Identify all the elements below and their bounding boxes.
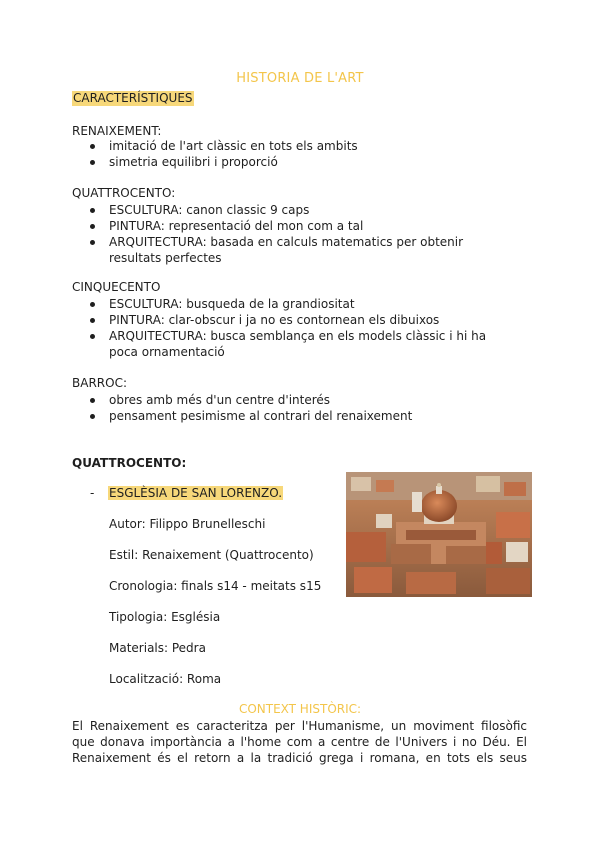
list-item: ARQUITECTURA: busca semblança en els models clàssic i hi ha poca ornamentació xyxy=(86,328,514,360)
section-heading-quattrocento: QUATTROCENTO: xyxy=(72,186,176,200)
list-item: obres amb més d'un centre d'interés xyxy=(86,392,514,408)
dash-bullet: - xyxy=(90,486,95,500)
context-title: CONTEXT HISTÒRIC: xyxy=(238,702,362,716)
section-heading-renaixement: RENAIXEMENT: xyxy=(72,124,162,138)
list-item: PINTURA: clar-obscur i ja no es contornean els dibuixos xyxy=(86,312,514,328)
list-cinquecento xyxy=(86,296,514,360)
artwork-name: ESGLÈSIA DE SAN LORENZO. xyxy=(109,486,283,500)
artwork-section-heading: QUATTROCENTO: xyxy=(72,456,187,470)
list-item: ESCULTURA: busqueda de la grandiositat xyxy=(86,296,514,312)
list-item: pensament pesimisme al contrari del renaixement xyxy=(86,408,514,424)
artwork-field-location: Localització: Roma xyxy=(109,672,222,686)
characteristics-heading: CARACTERÍSTIQUES xyxy=(73,91,193,105)
artwork-field-chronology: Cronologia: finals s14 - meitats s15 xyxy=(109,579,322,593)
section-heading-barroc: BARROC: xyxy=(72,376,127,390)
list-item: PINTURA: representació del mon com a tal xyxy=(86,218,514,234)
artwork-field-materials: Materials: Pedra xyxy=(109,641,206,655)
artwork-field-style: Estil: Renaixement (Quattrocento) xyxy=(109,548,314,562)
list-quattrocento xyxy=(86,202,514,266)
list-item: imitació de l'art clàssic en tots els ambits xyxy=(86,138,514,154)
list-item: ESCULTURA: canon classic 9 caps xyxy=(86,202,514,218)
church-photo xyxy=(346,472,532,597)
artwork-field-typology: Tipologia: Església xyxy=(109,610,221,624)
list-renaixement xyxy=(86,138,514,170)
list-item: simetria equilibri i proporció xyxy=(86,154,514,170)
artwork-name-item xyxy=(90,486,283,501)
list-barroc xyxy=(86,392,514,424)
section-heading-cinquecento: CINQUECENTO xyxy=(72,280,161,294)
artwork-field-author: Autor: Filippo Brunelleschi xyxy=(109,517,266,531)
context-paragraph: El Renaixement es caracteritza per l'Humanisme, un moviment filosòfic que donava importància a l'home com a centre de l'Univers i no Déu. El Renaixement és el retorn a la tradició grega i romana, en tots els seus xyxy=(72,719,527,765)
list-item: ARQUITECTURA: basada en calculs matematics per obtenir resultats perfectes xyxy=(86,234,514,266)
document-title: HISTORIA DE L'ART xyxy=(236,71,364,86)
